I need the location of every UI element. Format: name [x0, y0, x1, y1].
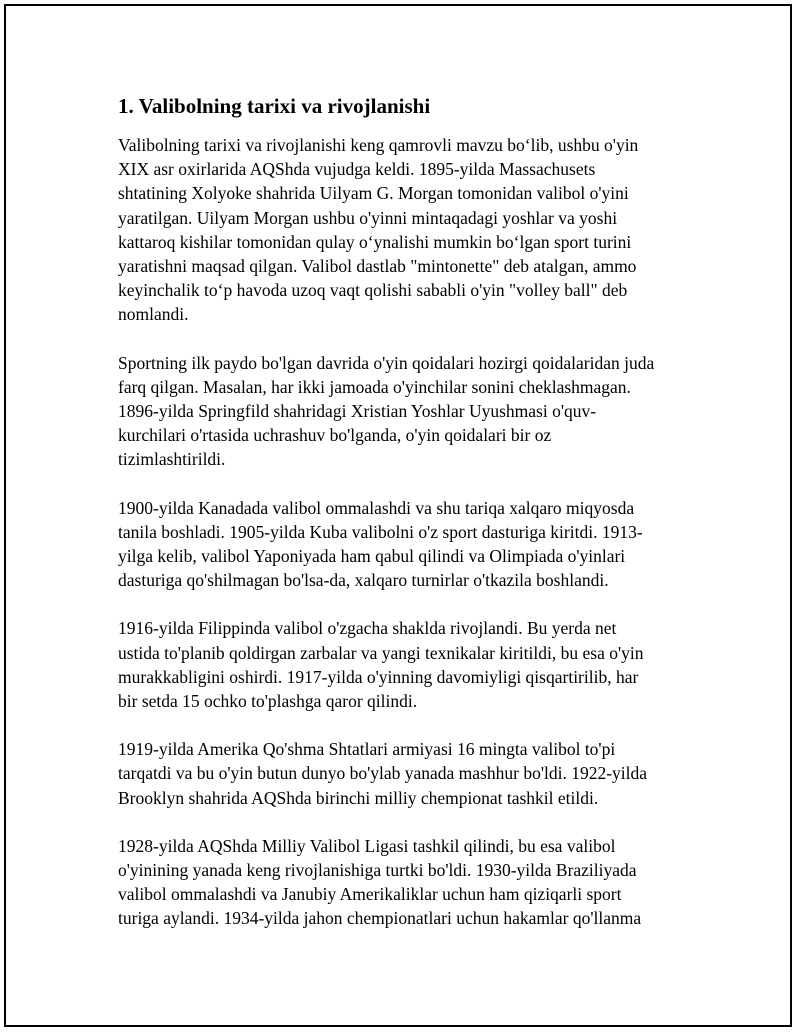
text-line: kurchilari o'rtasida uchrashuv bo'lganda, o'yin qoidalari bir oz	[118, 425, 552, 446]
text-line: valibol ommalashdi va Janubiy Amerikaliklar uchun ham qiziqarli sport	[118, 884, 622, 905]
text-line: dasturiga qo'shilmagan bo'lsa-da, xalqaro turnirlar o'tkazila boshlandi.	[118, 570, 609, 591]
text-line: yilga kelib, valibol Yaponiyada ham qabul qilindi va Olimpiada o'yinlari	[118, 546, 626, 567]
paragraph-2	[118, 351, 698, 472]
text-line: Valibolning tarixi va rivojlanishi keng qamrovli mavzu bo‘lib, ushbu o'yin	[118, 135, 639, 155]
text-line: XIX asr oxirlarida AQShda vujudga keldi. 1895-yilda Massachusets	[118, 159, 596, 180]
text-line: 1928-yilda AQShda Milliy Valibol Ligasi tashkil qilindi, bu esa valibol	[118, 835, 616, 856]
text-line: keyinchalik to‘p havoda uzoq vaqt qolishi sababli o'yin "volley ball" deb	[118, 280, 628, 301]
text-line: Sportning ilk paydo bo'lgan davrida o'yin qoidalari hozirgi qoidalaridan juda	[118, 352, 655, 373]
text-line: tarqatdi va bu o'yin butun dunyo bo'ylab yanada mashhur bo'ldi. 1922-yilda	[118, 763, 648, 784]
text-line: 1916-yilda Filippinda valibol o'zgacha shaklda rivojlandi. Bu yerda net	[118, 618, 617, 639]
paragraph-4	[118, 616, 698, 713]
text-line: murakkabligini oshirdi. 1917-yilda o'yinning davomiyligi qisqartirilib, har	[118, 666, 639, 687]
text-line: tizimlashtirildi.	[118, 449, 226, 470]
text-line: kattaroq kishilar tomonidan qulay o‘ynalishi mumkin bo‘lgan sport turini	[118, 231, 632, 252]
text-line: 1919-yilda Amerika Qo'shma Shtatlari armiyasi 16 mingta valibol to'pi	[118, 739, 616, 760]
text-line: 1900-yilda Kanadada valibol ommalashdi va shu tariqa xalqaro miqyosda	[118, 497, 635, 518]
text-line: yaratilgan. Uilyam Morgan ushbu o'yinni mintaqadagi yoshlar va yoshi	[118, 207, 618, 228]
text-line: yaratishni maqsad qilgan. Valibol dastlab "mintonette" deb atalgan, ammo	[118, 256, 637, 277]
text-line: shtatining Xolyoke shahrida Uilyam G. Morgan tomonidan valibol o'yini	[118, 183, 629, 204]
text-line: o'yinining yanada keng rivojlanishiga turtki bo'ldi. 1930-yilda Braziliyada	[118, 860, 637, 881]
text-line: turiga aylandi. 1934-yilda jahon chempionatlari uchun hakamlar qo'llanma	[118, 908, 642, 929]
paragraph-6	[118, 834, 698, 931]
text-line: farq qilgan. Masalan, har ikki jamoada o'yinchilar sonini cheklashmagan.	[118, 376, 631, 397]
document-body	[118, 92, 698, 955]
text-line: Brooklyn shahrida AQShda birinchi milliy chempionat tashkil etildi.	[118, 787, 599, 808]
text-line: bir setda 15 ochko to'plashga qaror qilindi.	[118, 691, 418, 712]
text-line: tanila boshladi. 1905-yilda Kuba valibolni o'z sport dasturiga kiritdi. 1913-	[118, 521, 643, 542]
text-line: ustida to'planib qoldirgan zarbalar va yangi texnikalar kiritildi, bu esa o'yin	[118, 642, 644, 663]
paragraph-5	[118, 737, 698, 810]
paragraph-3	[118, 496, 698, 593]
section-heading: 1. Valibolning tarixi va rivojlanishi	[118, 94, 431, 118]
paragraph-1	[118, 133, 698, 327]
text-line: 1896-yilda Springfild shahridagi Xristian Yoshlar Uyushmasi o'quv-	[118, 401, 597, 422]
text-line: nomlandi.	[118, 304, 189, 325]
